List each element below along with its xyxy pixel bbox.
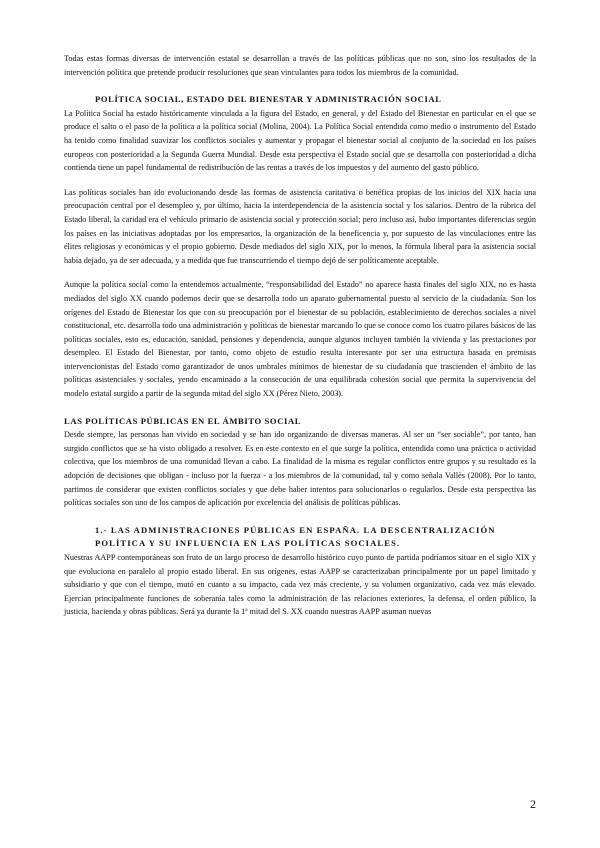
section-heading-social-policy: POLÍTICA SOCIAL, ESTADO DEL BIENESTAR Y ADMINISTRACIÓN SOCIAL bbox=[95, 94, 442, 105]
paragraph: Aunque la política social como la entendemos actualmente, “responsabilidad del Estado” no aparece hasta finales del siglo XIX, no es hasta mediados del siglo XX cuando podemos decir que se desarrolla todo un aparato gubernamental puesto al servicio de la ciudadanía. Son los orígenes del Estado de Bienestar los que con su preocupación por el bienestar de su población, establecimiento de derechos sociales a nivel constitucional, etc. desarrolla todo una administración y políticas de bienestar marcando lo que se conoce como los cuatro pilares básicos de las políticas sociales, esto es, educación, sanidad, pensiones y dependencia, aunque algunos incluyen también la vivienda y las prestaciones por desempleo. El Estado del Bienestar, por tanto, como objeto de estudio resulta interesante por ser una estructura basada en premisas intervencionistas del Estado como garantizador de unos umbrales mínimos de bienestar de su ciudadanía que trascienden el ámbito de las políticas asistenciales y sociales, yendo encaminado a la consecución de una equilibrada cohesión social que permita la supervivencia del modelo estatal surgido a partir de la segunda mitad del siglo XX (Pérez Nieto, 2003). bbox=[64, 280, 536, 399]
spacer bbox=[64, 175, 536, 186]
section-heading-public-policies: LAS POLÍTICAS PÚBLICAS EN EL ÁMBITO SOCIAL bbox=[64, 415, 302, 426]
spacer bbox=[64, 79, 536, 93]
paragraph: Nuestras AAPP contemporáneas son fruto de un largo proceso de desarrollo histórico cuyo punto de partida podríamos situar en el siglo XIX y que evoluciona en paralelo al propio estado liberal. En sus orígenes, estas AAPP se caracterizaban principalmente por un papel limitado y subsidiario y que con el tiempo, mutó en cuanto a su impacto, cada vez más creciente, y su volumen organizativo, cada vez más elevado. Ejercían principalmente funciones de soberanía tales como la administración de las relaciones exteriores, la defensa, el orden público, la justicia, hacienda y obras públicas. Será ya durante la 1ª mitad del S. XX cuando nuestras AAPP asuman nuevas bbox=[64, 553, 536, 617]
paragraph: Desde siempre, las personas han vivido en sociedad y se han ido organizando de diversas maneras. Al ser un “ser sociable”, por tanto, han surgido conflictos que se ha visto obligado a resolver. Es en este contexto en el que surge la política, entendida como una práctica o actividad colectiva, que los miembros de una comunidad llevan a cabo. La finalidad de la misma es regular conflictos entre grupos y su resultado es la adopción de decisiones que obligan - incluso por la fuerza - a los miembros de la comunidad, tal y como señala Vallès (2008). Por lo tanto, partimos de considerar que existen conflictos sociales y que debe haber intentos para solucionarlos o regularlos. Desde esta perspectiva las políticas sociales son uno de los campos de aplicación por excelencia del análisis de políticas públicas. bbox=[64, 430, 536, 508]
page-number: 2 bbox=[530, 797, 536, 811]
intro-paragraph: Todas estas formas diversas de intervención estatal se desarrollan a través de las políticas públicas que no son, sino los resultados de la intervención política que pretende producir resoluciones que sean vinculantes para todos los miembros de la comunidad. bbox=[64, 54, 536, 77]
spacer bbox=[64, 510, 536, 524]
section-heading-public-administrations: 1.- LAS ADMINISTRACIONES PÚBLICAS EN ESPAÑA. LA DESCENTRALIZACIÓN POLÍTICA Y SU INFLUENCIA EN LAS POLÍTICAS SOCIALES. bbox=[95, 524, 496, 549]
spacer bbox=[64, 267, 536, 278]
paragraph: Las políticas sociales han ido evolucionando desde las formas de asistencia caritativa o benéfica propias de los inicios del XIX hacia una preocupación central por el desempleo y, por último, hacia la interdependencia de la asistencia social y los salarios. Dentro de la rúbrica del Estado liberal, la caridad era el vehículo primario de asistencia social y protección social; pero incluso así, hubo importantes diferencias según los países en las iniciativas adoptadas por los empresarios, la organización de la beneficencia y, por supuesto de las vinculaciones entre las élites religiosas y económicas y el propio gobierno. Desde mediados del siglo XIX, por lo menos, la fórmula liberal para la asistencia social había dejado, ya de ser adecuada, y a medida que fue transcurriendo el tiempo dejó de ser políticamente aceptable. bbox=[64, 187, 536, 265]
paragraph: La Política Social ha estado históricamente vinculada a la figura del Estado, en general, y del Estado del Bienestar en particular en el que se produce el salto o el paso de la política a la política social (Molina, 2004). La Política Social entendida como medio o instrumento del Estado ha tenido como finalidad suavizar los conflictos sociales y aumentar y propagar el bienestar social al conjunto de la sociedad en los países europeos con posterioridad a la Segunda Guerra Mundial. Desde esta perspectiva el Estado social que se desarrolla con posterioridad a dicha contienda tiene un papel fundamental de redistribución de las rentas a través de los impuestos y del aumento del gasto público. bbox=[64, 108, 536, 173]
spacer bbox=[64, 401, 536, 415]
